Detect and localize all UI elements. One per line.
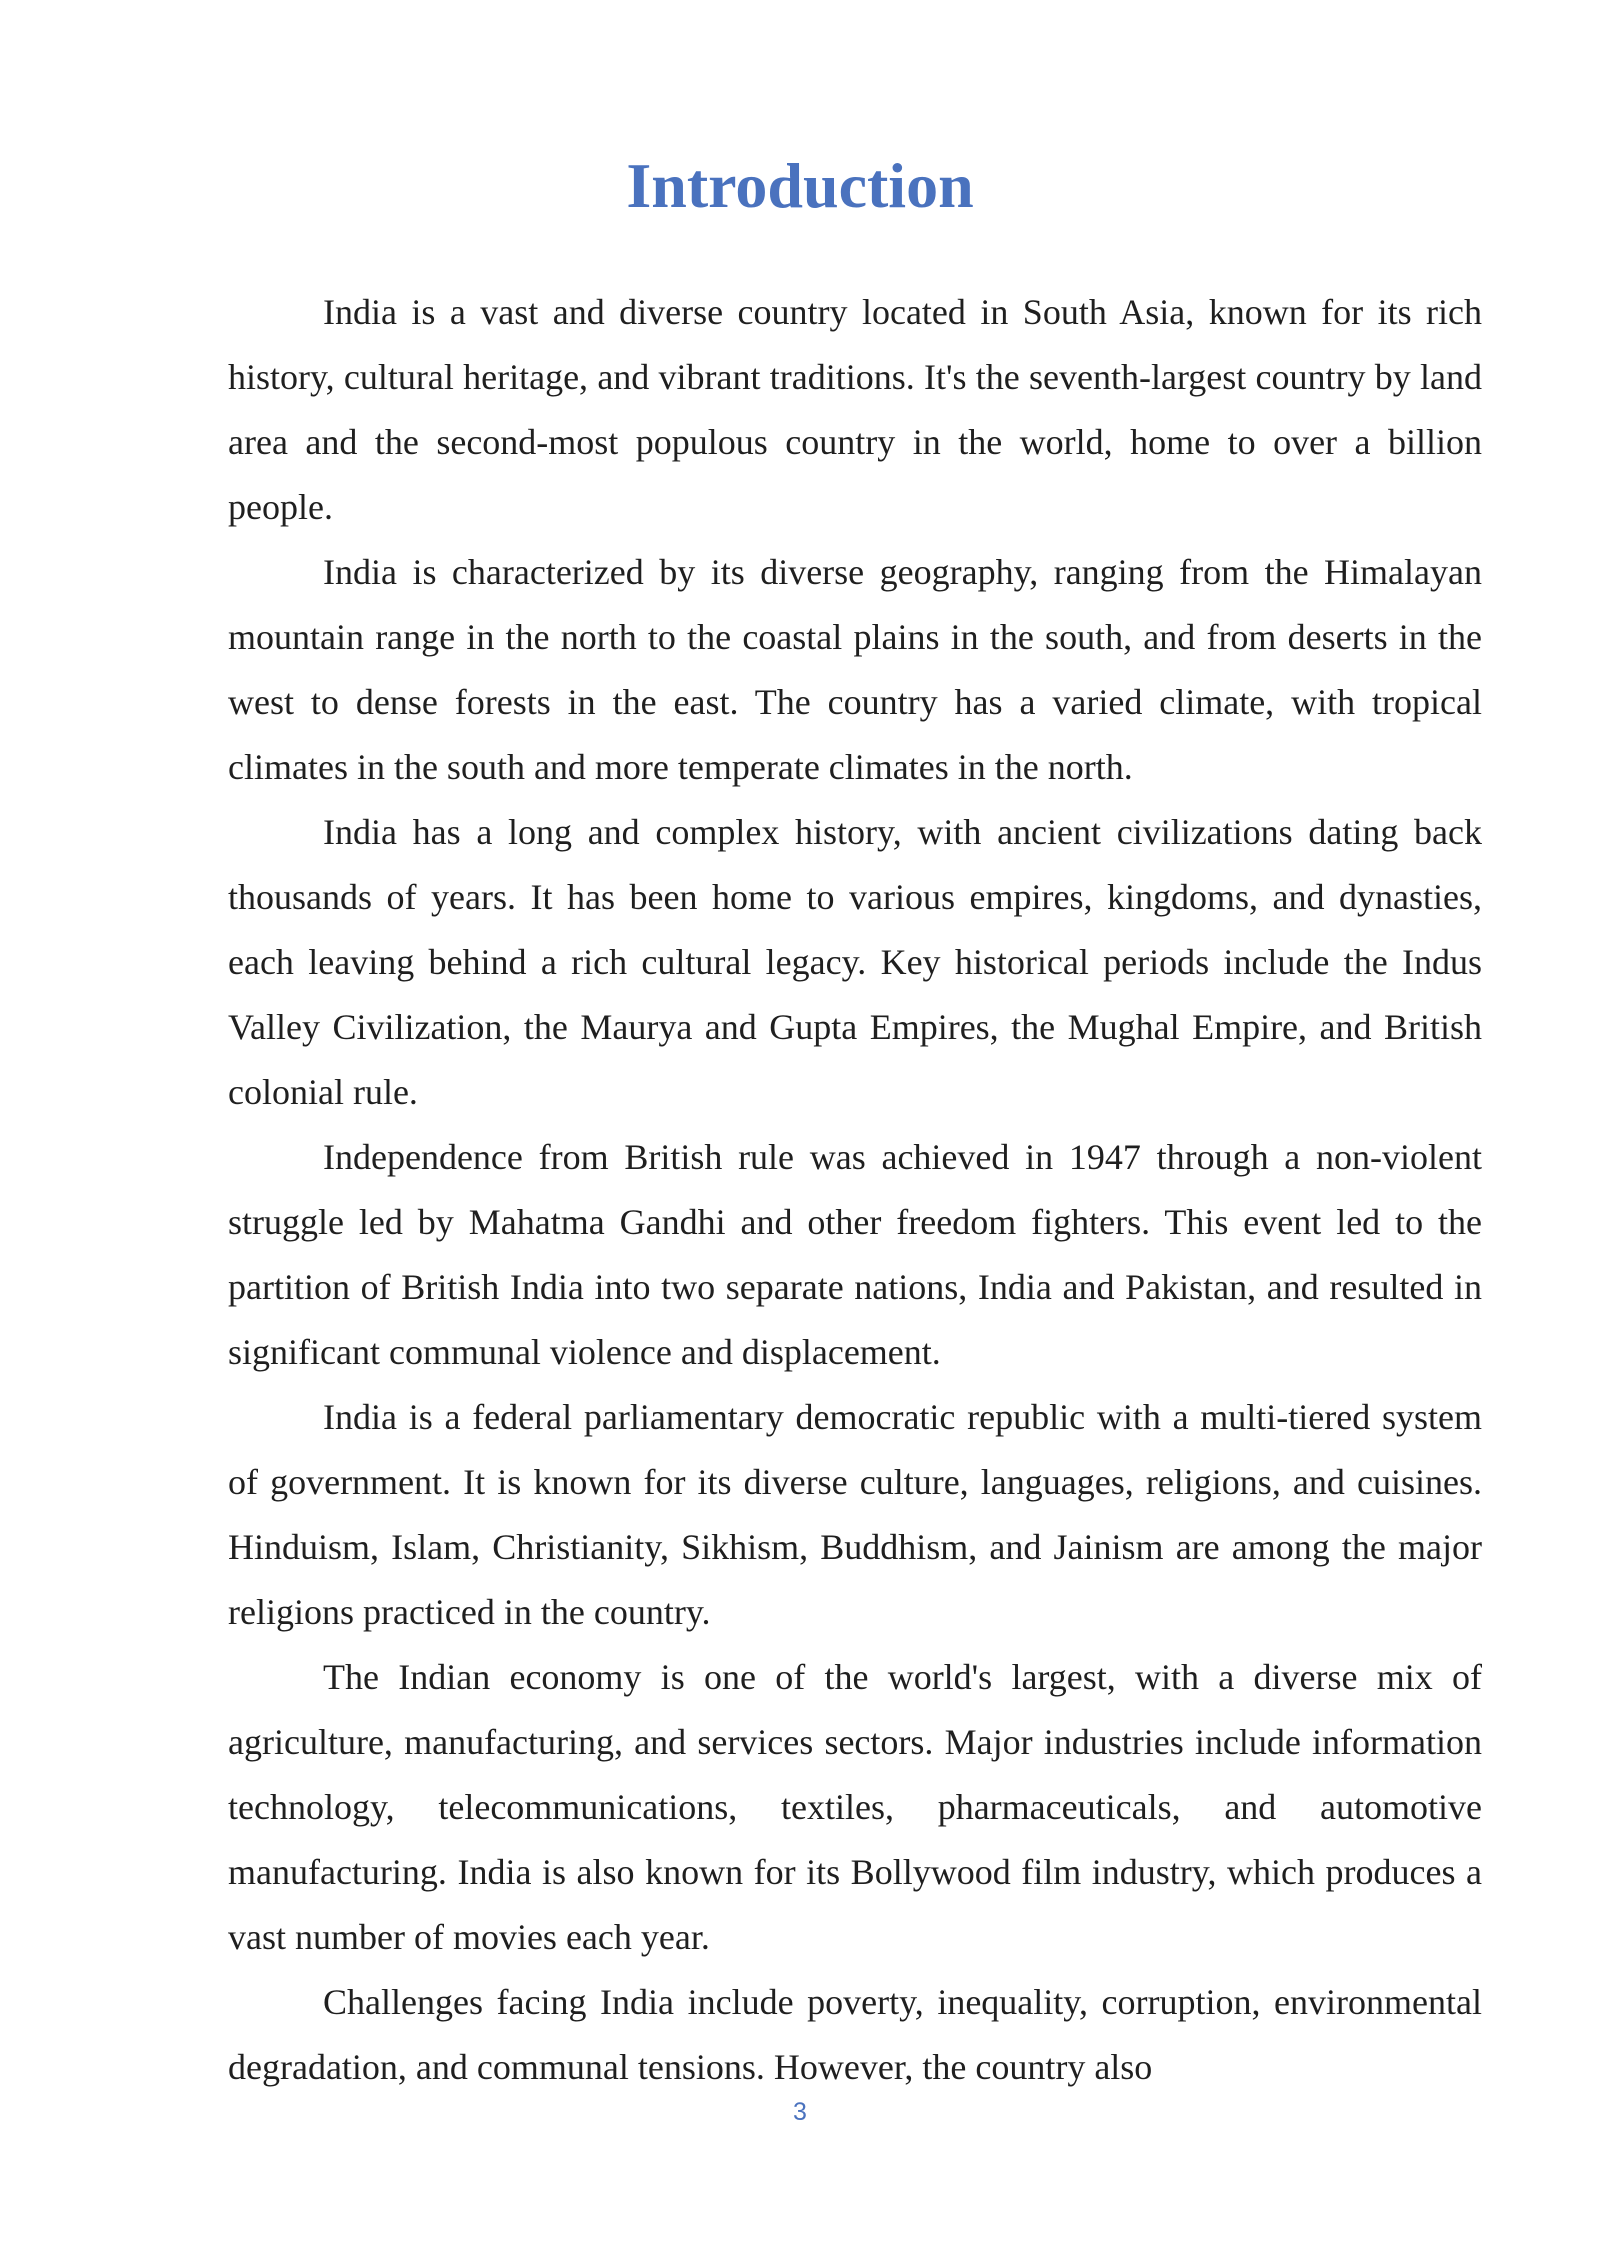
paragraph-6: The Indian economy is one of the world's largest, with a diverse mix of agriculture, manufacturing, and services sectors. Major industries include information technology, telecommunications, textiles, pharmaceuticals, and automotive manufacturing. India is also known for its Bollywood film industry, which produces a vast number of movies each year. bbox=[228, 1657, 1482, 1957]
paragraph-7: Challenges facing India include poverty, inequality, corruption, environmental degradation, and communal tensions. However, the country also bbox=[228, 1982, 1482, 2087]
paragraph-5: India is a federal parliamentary democratic republic with a multi-tiered system of government. It is known for its diverse culture, languages, religions, and cuisines. Hinduism, Islam, Christianity, Sikhism, Buddhism, and Jainism are among the major religions practiced in the country. bbox=[228, 1397, 1482, 1632]
paragraph-4: Independence from British rule was achieved in 1947 through a non-violent struggle led by Mahatma Gandhi and other freedom fighters. This event led to the partition of British India into two separate nations, India and Pakistan, and resulted in significant communal violence and displacement. bbox=[228, 1137, 1482, 1372]
paragraph-3: India has a long and complex history, with ancient civilizations dating back thousands of years. It has been home to various empires, kingdoms, and dynasties, each leaving behind a rich cultural legacy. Key historical periods include the Indus Valley Civilization, the Maurya and Gupta Empires, the Mughal Empire, and British colonial rule. bbox=[228, 812, 1482, 1112]
paragraph-2: India is characterized by its diverse geography, ranging from the Himalayan mountain range in the north to the coastal plains in the south, and from deserts in the west to dense forests in the east. The country has a varied climate, with tropical climates in the south and more temperate climates in the north. bbox=[228, 552, 1482, 787]
paragraph-1: India is a vast and diverse country located in South Asia, known for its rich history, cultural heritage, and vibrant traditions. It's the seventh-largest country by land area and the second-most populous country in the world, home to over a billion people. bbox=[228, 292, 1482, 527]
body-text bbox=[228, 280, 1482, 2100]
page-title: Introduction bbox=[626, 150, 974, 221]
page-number: 3 bbox=[793, 2098, 807, 2126]
